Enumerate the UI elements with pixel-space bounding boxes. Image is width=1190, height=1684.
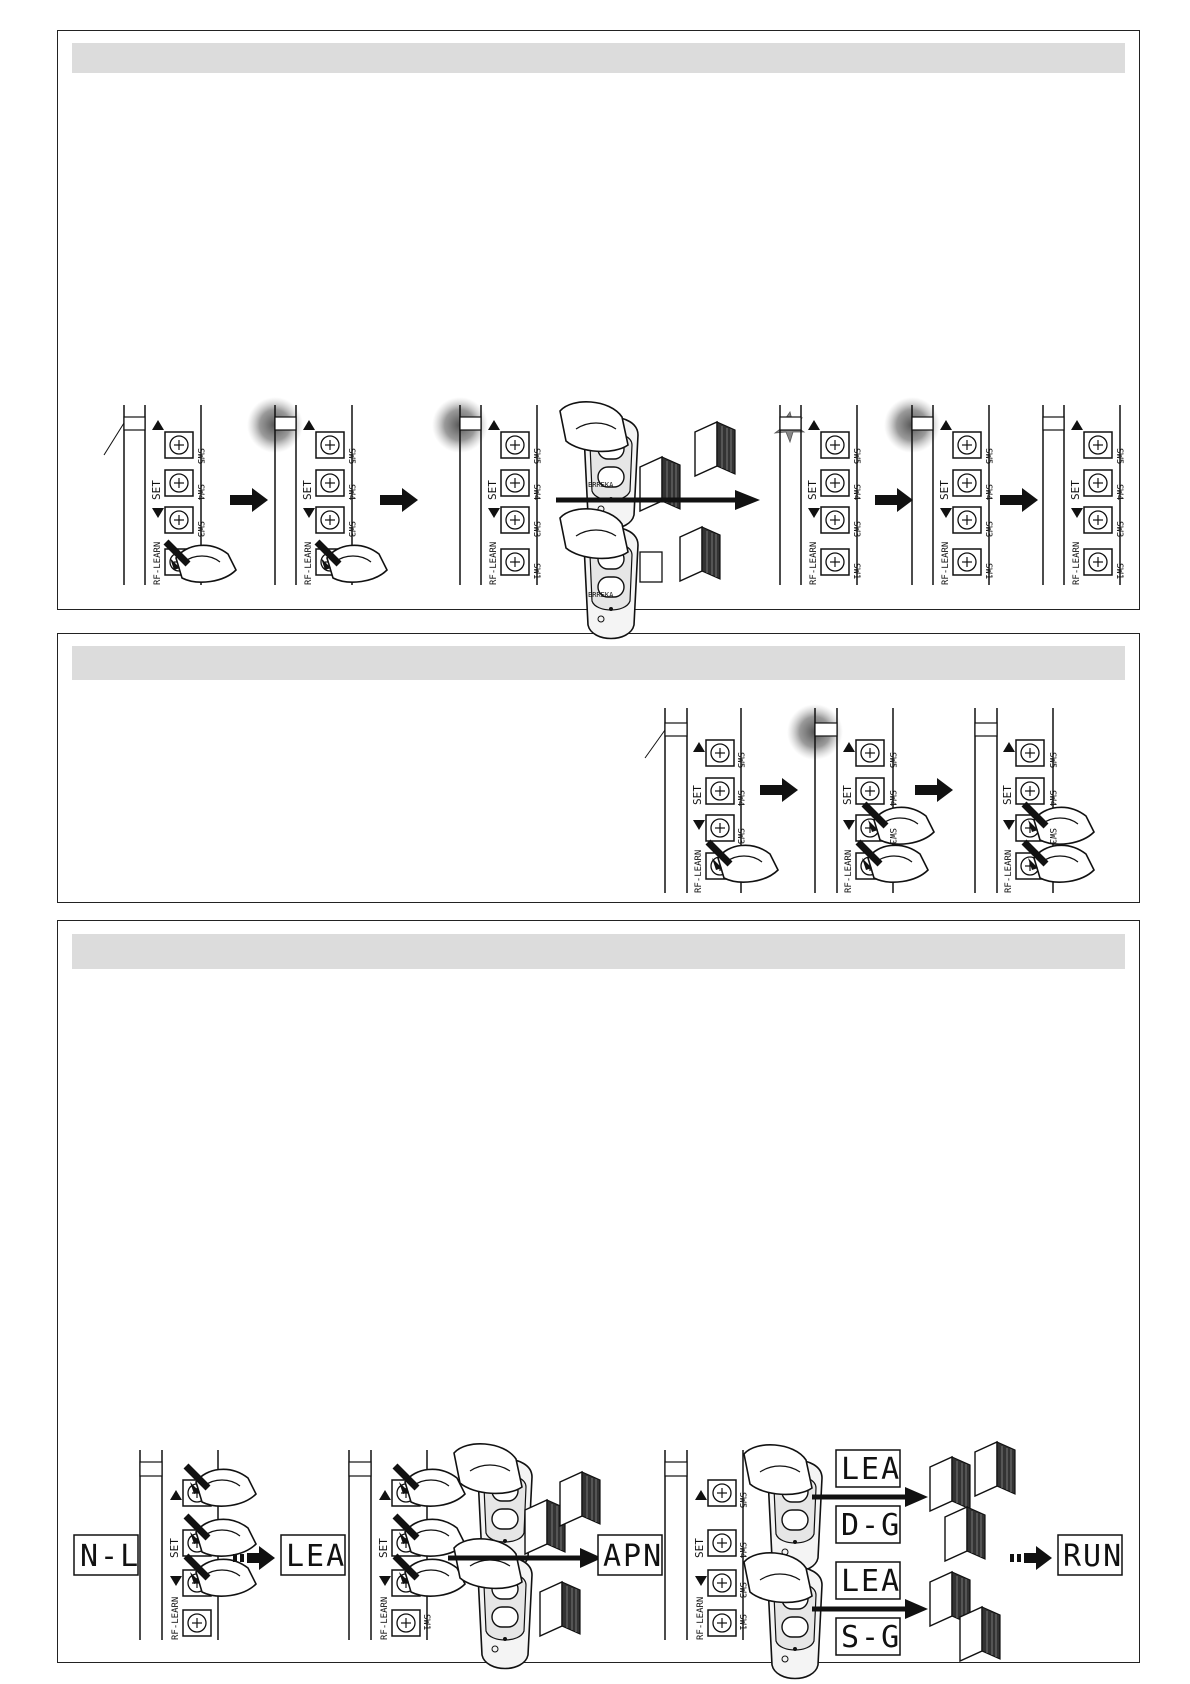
label-set: SET [806, 480, 819, 500]
label-sw5: SW5 [887, 752, 897, 769]
label-rf-learn: RF-LEARN [844, 849, 854, 893]
lcd-dg [836, 1506, 901, 1543]
label-sw4: SW4 [1047, 790, 1057, 807]
label-sw3: SW3 [1047, 828, 1057, 845]
erase-board-1 [645, 708, 778, 893]
lcd-lea-a [836, 1450, 901, 1487]
lcd-lea-b-text: LEA [841, 1564, 902, 1599]
remote-button-2-illustration [560, 509, 720, 639]
label-sw1: SW1 [737, 1614, 747, 1631]
lcd-learn-text: LEA [286, 1539, 347, 1574]
label-sw3: SW3 [983, 521, 993, 538]
label-set: SET [301, 480, 314, 500]
label-sw4: SW4 [851, 484, 861, 501]
label-sw5: SW5 [851, 448, 861, 465]
label-sw5: SW5 [195, 448, 205, 465]
label-sw1: SW1 [1114, 563, 1124, 580]
label-set: SET [841, 785, 854, 805]
panel2-sequence [645, 704, 1094, 893]
label-rf-learn: RF-LEARN [696, 1596, 706, 1640]
label-sw4: SW4 [195, 484, 205, 501]
erase-board-2 [787, 704, 934, 893]
lcd-sg-text: S-G [841, 1620, 902, 1655]
remote-brand-label: ERREKA [588, 591, 614, 599]
label-set: SET [1069, 480, 1082, 500]
label-sw3: SW3 [195, 521, 205, 538]
panel1-sequence [104, 397, 1120, 639]
panel3-sequence [74, 1442, 1123, 1679]
lcd-apn [598, 1535, 663, 1575]
label-set: SET [693, 1538, 706, 1558]
label-sw4: SW4 [1114, 484, 1124, 501]
label-sw5: SW5 [983, 448, 993, 465]
lcd-sg [836, 1618, 901, 1655]
lcd-apn-text: APN [603, 1539, 664, 1574]
label-sw5: SW5 [1047, 752, 1057, 769]
board-step-1 [104, 405, 236, 585]
label-sw5: SW5 [735, 752, 745, 769]
lcd-start-text: N-L [80, 1539, 141, 1574]
label-sw5: SW5 [737, 1492, 747, 1509]
lcd-start [74, 1535, 140, 1575]
label-sw4: SW4 [983, 484, 993, 501]
label-set: SET [691, 785, 704, 805]
label-sw3: SW3 [737, 1582, 747, 1599]
label-sw4: SW4 [887, 790, 897, 807]
label-sw1: SW1 [983, 563, 993, 580]
label-set: SET [486, 480, 499, 500]
board-step-2 [247, 397, 387, 585]
label-sw3: SW3 [1114, 521, 1124, 538]
label-sw5: SW5 [346, 448, 356, 465]
label-sw3: SW3 [735, 828, 745, 845]
label-sw5: SW5 [531, 448, 541, 465]
label-rf-learn: RF-LEARN [489, 541, 499, 585]
label-rf-learn: RF-LEARN [1072, 541, 1082, 585]
label-rf-learn: RF-LEARN [694, 849, 704, 893]
lcd-learn [281, 1535, 346, 1575]
label-sw4: SW4 [737, 1542, 747, 1559]
label-rf-learn: RF-LEARN [304, 541, 314, 585]
label-sw1: SW1 [421, 1614, 431, 1631]
lcd-lea-b [836, 1562, 901, 1599]
remote-brand-label: ERREKA [588, 481, 614, 489]
label-sw4: SW4 [735, 790, 745, 807]
label-set: SET [1001, 785, 1014, 805]
label-sw5: SW5 [1114, 448, 1124, 465]
label-sw1: SW1 [531, 563, 541, 580]
label-set: SET [938, 480, 951, 500]
label-sw1: SW1 [851, 563, 861, 580]
lcd-board-1 [140, 1450, 256, 1640]
label-sw3: SW3 [851, 521, 861, 538]
label-sw3: SW3 [531, 521, 541, 538]
label-set: SET [377, 1538, 390, 1558]
label-set: SET [150, 480, 163, 500]
label-sw3: SW3 [346, 521, 356, 538]
lcd-run-text: RUN [1063, 1539, 1124, 1574]
label-rf-learn: RF-LEARN [809, 541, 819, 585]
lcd-board-2 [349, 1450, 465, 1640]
board-step-3 [432, 397, 537, 585]
lcd-dg-text: D-G [841, 1508, 902, 1543]
label-sw3: SW3 [887, 828, 897, 845]
label-set: SET [168, 1538, 181, 1558]
label-rf-learn: RF-LEARN [171, 1596, 181, 1640]
lcd-lea-a-text: LEA [841, 1452, 902, 1487]
label-sw4: SW4 [531, 484, 541, 501]
label-rf-learn: RF-LEARN [1004, 849, 1014, 893]
label-rf-learn: RF-LEARN [153, 541, 163, 585]
label-rf-learn: RF-LEARN [380, 1596, 390, 1640]
lcd-run [1058, 1535, 1123, 1575]
label-sw4: SW4 [346, 484, 356, 501]
label-rf-learn: RF-LEARN [941, 541, 951, 585]
erase-board-3 [975, 708, 1094, 893]
